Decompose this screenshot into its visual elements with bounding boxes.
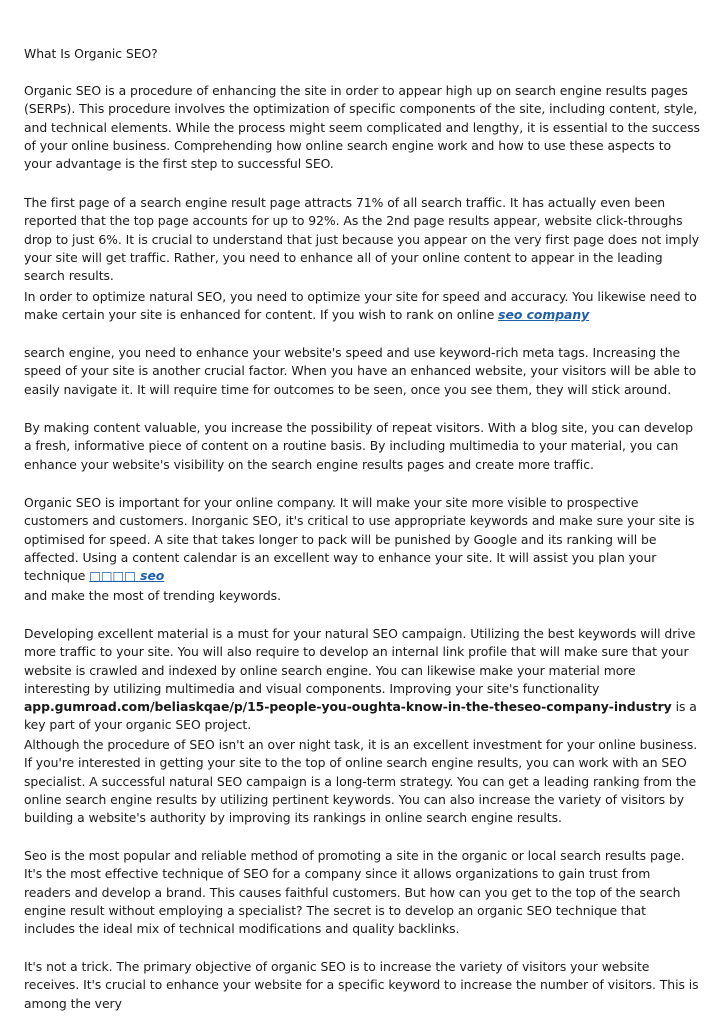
gumroad-url-text: app.gumroad.com/beliaskqae/p/15-people-you-oughta-know-in-the-theseo-company-industry — [24, 699, 672, 715]
paragraph-optimize-natural-seo — [24, 288, 700, 325]
document-title: What Is Organic SEO? — [24, 46, 158, 61]
paragraph-seo-popular-method: Seo is the most popular and reliable method of promoting a site in the organic or local search results page. It's the most effective technique of SEO for a company since it allows organizations to gain trust from readers and develop a brand. This causes faithful customers. But how can you get to the top of the search engine result without employing a specialist? The secret is to develop an organic SEO technique that includes the ideal mix of technical modifications and quality backlinks. — [24, 848, 685, 937]
paragraph-search-engine-speed: search engine, you need to enhance your website's speed and use keyword-rich meta tags. Increasing the speed of your site is another crucial factor. When you have an enhanced website, your visitors will be able to easily navigate it. It will require time for outcomes to be seen, once you see them, they will stick around. — [24, 345, 697, 397]
paragraph-organic-seo-important — [24, 494, 700, 585]
paragraph-text: Developing excellent material is a must for your natural SEO campaign. Utilizing the best keywords will drive more traffic to your site. You will also require to develop an internal link profile that will make sure that your website is crawled and indexed by online search engine. You can likewise make your material more interesting by utilizing multimedia and visual components. Improving your site's functionality — [24, 626, 696, 696]
paragraph-content-valuable: By making content valuable, you increase the possibility of repeat visitors. With a blog site, you can develop a fresh, informative piece of content on a routine basis. By including multimedia to your material, you can enhance your website's visibility on the search engine results pages and create more traffic. — [24, 420, 694, 472]
paragraph-not-a-trick: It's not a trick. The primary objective of organic SEO is to increase the variety of visitors your website receives. It's crucial to enhance your website for a specific keyword to increase the number of visitors. This is among the very — [24, 959, 699, 1011]
paragraph-first-page-traffic: The first page of a search engine result page attracts 71% of all search traffic. It has actually even been reported that the top page accounts for up to 92%. As the 2nd page results appear, website click-throughs drop to just 6%. It is crucial to understand that just because you appear on the very first page does not imply your site will get traffic. Rather, you need to enhance all of your online content to appear in the leading search results. — [24, 195, 700, 284]
paragraph-text: Organic SEO is important for your online company. It will make your site more visible to prospective customers and customers. Inorganic SEO, it's critical to use appropriate keywords and make sure your site is optimised for speed. A site that takes longer to pack will be punished by Google and its ranking will be affected. Using a content calendar is an excellent way to enhance your site. It will assist you plan your technique — [24, 495, 695, 584]
paragraph-seo-investment: Although the procedure of SEO isn't an over night task, it is an excellent investment for your online business. If you're interested in getting your site to the top of online search engine results, you can work with an SEO specialist. A successful natural SEO campaign is a long-term strategy. You can get a leading ranking from the online search engine results by utilizing pertinent keywords. You can also increase the variety of visitors by building a website's authority by improving its rankings in online search engine results. — [24, 737, 698, 826]
paragraph-intro: Organic SEO is a procedure of enhancing the site in order to appear high up on search engine results pages (SERPs). This procedure involves the optimization of specific components of the site, including content, style, and technical elements. While the process might seem complicated and lengthy, it is essential to the success of your online business. Comprehending how online search engine work and how to use these aspects to your advantage is the first step to successful SEO. — [24, 83, 700, 172]
seo-company-link[interactable]: seo company — [498, 307, 590, 323]
paragraph-text-after: is a key part of your organic SEO project. — [24, 699, 697, 733]
paragraph-excellent-material — [24, 625, 700, 735]
seo-link[interactable]: □□□□ seo — [89, 568, 165, 584]
paragraph-trending-keywords: and make the most of trending keywords. — [24, 588, 281, 603]
paragraph-text: In order to optimize natural SEO, you need to optimize your site for speed and accuracy. You likewise need to make certain your site is enhanced for content. If you wish to rank on online — [24, 289, 697, 323]
